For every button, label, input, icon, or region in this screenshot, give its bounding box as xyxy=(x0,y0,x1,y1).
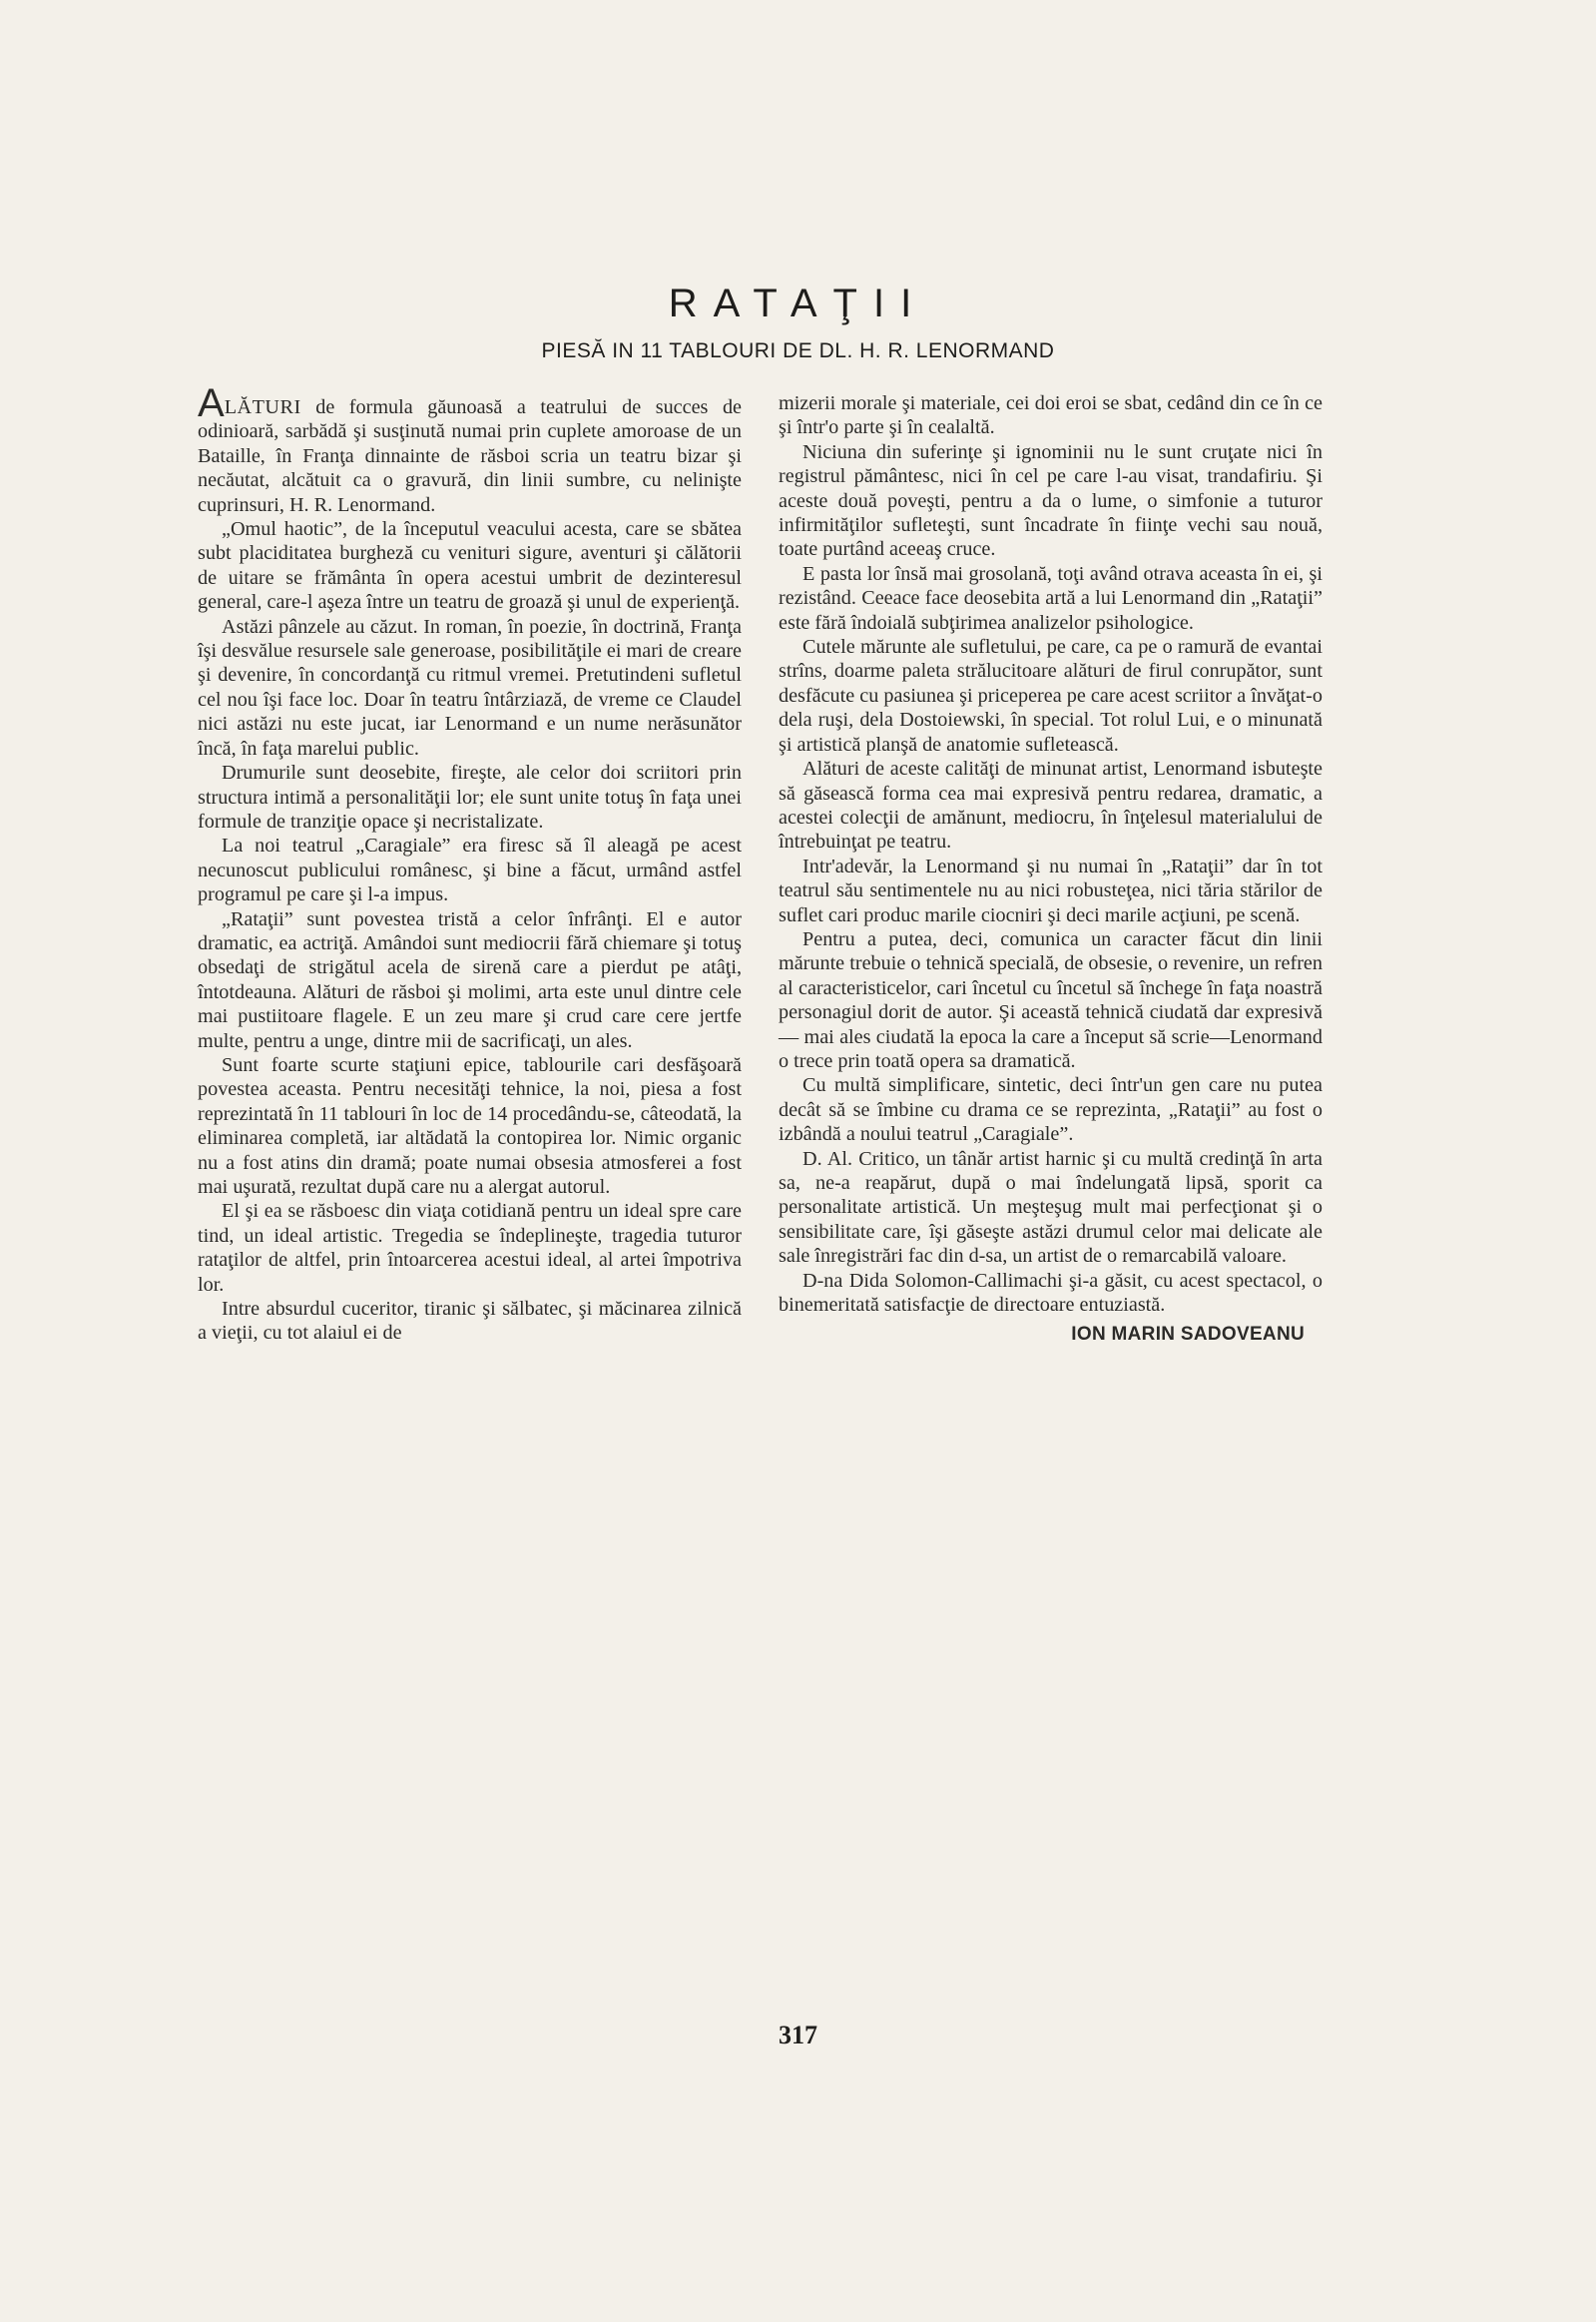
paragraph: Intre absurdul cuceritor, tiranic şi sălbatec, şi măcinarea zilnică a vieţii, cu tot alaiul ei de xyxy=(198,1298,742,1345)
paragraph: „Omul haotic”, de la începutul veacului acesta, care se sbătea subt placiditatea burgheză cu venituri sigure, aventuri şi călătorii de uitare se frământa în opera acestui umbrit de dezinteresul general, care-l aşeza între un teatru de groază şi unul de experienţă. xyxy=(198,518,742,614)
paragraph: Cu multă simplificare, sintetic, deci într'un gen care nu putea decât să se îmbine cu drama ce se reprezinta, „Rataţii” au fost o izbândă a noului teatrul „Caragiale”. xyxy=(779,1074,1323,1146)
paragraph: D. Al. Critico, un tânăr artist harnic şi cu multă credinţă în arta sa, ne-a reapărut, după o mai îndelungată lipsă, sporit ca personalitate artistică. Un meşteşug mult mai perfecţionat şi o sensibilitate care, îşi găseşte astăzi drumul celor mai delicate ale sale înregistrări fac din d-sa, un artist de o remarcabilă valoare. xyxy=(779,1147,1323,1268)
article-title: RATAŢII xyxy=(668,282,928,325)
paragraph: El şi ea se răsboesc din viaţa cotidiană pentru un ideal spre care tind, un ideal artistic. Tregedia se îndeplineşte, tragedia tuturor rataţilor de altfel, prin întoarcerea acestui ideal, al artei împotriva lor. xyxy=(198,1200,742,1296)
paragraph: E pasta lor însă mai grosolană, toţi având otrava aceasta în ei, şi rezistând. Ceeace face deosebita artă a lui Lenormand din „Rataţii” este fără îndoială subţirimea analizelor psihologice. xyxy=(779,562,1323,634)
paragraph: Cutele mărunte ale sufletului, pe care, ca pe o ramură de evantai strîns, doarme paleta strălucitoare alături de firul conrupător, sunt desfăcute cu pasiunea şi priceperea pe care acest scriitor a învăţat-o dela ruşi, dela Dostoiewski, în special. Tot rolul Lui, e o minunată şi artistică planşă de anatomie sufletească. xyxy=(779,636,1323,756)
paragraph: La noi teatrul „Caragiale” era firesc să îl aleagă pe acest necunoscut publicului românesc, şi bine a făcut, urmând astfel programul pe care şi l-a impus. xyxy=(198,835,742,906)
left-column xyxy=(198,381,742,1346)
paragraph: D-na Dida Solomon-Callimachi şi-a găsit, cu acest spectacol, o binemeritată satisfacţie de directoare entuziastă. xyxy=(779,1269,1323,1317)
paragraph: Drumurile sunt deosebite, fireşte, ale celor doi scriitori prin structura intimă a personalităţii lor; ele sunt unite totuş în faţa unei formule de tranziţie opace şi necristalizate. xyxy=(198,762,742,833)
paragraph: Intr'adevăr, la Lenormand şi nu numai în „Rataţii” dar în tot teatrul său sentimentele nu au nici robusteţea, nici tăria stărilor de suflet cari produc marile ciocniri şi deci marile acţiuni, pe scenă. xyxy=(779,855,1323,926)
paragraph: Astăzi pânzele au căzut. In roman, în poezie, în doctrină, Franţa îşi desvălue resursele sale generoase, posibilităţile ei mari de creare şi devenire, în concordanţă cu ritmul vremei. Pretutindeni sufletul cel nou îşi face loc. Doar în teatru întârziază, de vreme ce Claudel nici astăzi nu este jucat, iar Lenormand e un nume nerăsunător încă, în faţa marelui public. xyxy=(198,615,742,760)
paragraph-text: de formula găunoasă a teatrului de succes de odinioară, sarbădă şi susţinută numai prin cuplete amoroase de un Bataille, în Franţa dinnainte de răsboi scria un teatru bizar şi necăutat, alcătuit ca o gravură, din linii sumbre, cu nelinişte cuprinsuri, H. R. Lenormand. xyxy=(198,396,742,516)
paragraph: „Rataţii” sunt povestea tristă a celor înfrânţi. El e autor dramatic, ea actriţă. Amândoi sunt mediocrii fără chiemare şi totuş obsedaţi de strigătul acela de sirenă care a pierdut pe atâţi, întotdeauna. Alături de răsboi şi molimi, arta este unul dintre cele mai pustiitoare flagele. E un zeu mare şi crud care cere jertfe multe, pentru a unge, dintre mii de sacrificaţi, un ales. xyxy=(198,907,742,1052)
paragraph: mizerii morale şi materiale, cei doi eroi se sbat, cedând din ce în ce şi într'o parte şi în cealaltă. xyxy=(779,392,1323,439)
first-word: LĂTURI xyxy=(224,396,301,418)
paragraph xyxy=(198,381,742,517)
paragraph: Alături de aceste calităţi de minunat artist, Lenormand isbuteşte să găsească forma cea mai expresivă pentru redarea, dramatic, a acestei colecţii de amănunt, mediocru, în înţelesul materialului de întrebuinţat pe teatru. xyxy=(779,758,1323,854)
drop-cap: A xyxy=(198,381,225,425)
paragraph: Niciuna din suferinţe şi ignominii nu le sunt cruţate nici în registrul pământesc, nici în cel pe care l-au visat, trandafiriu. Şi aceste două poveşti, pentru a da o lume, o simfonie a tuturor infirmităţilor sufleteşti, sunt încadrate în fiinţe vechi sau nouă, toate purtând aceeaş cruce. xyxy=(779,440,1323,561)
paragraph: Pentru a putea, deci, comunica un caracter făcut din linii mărunte trebuie o tehnică specială, de obsesie, o revenire, un refren al caracteristicelor, cari încetul cu încetul să închege în faţa noastră personagiul dorit de autor. Şi această tehnică ciudată dar expresivă — mai ales ciudată la epoca la care a început să scrie—Lenormand o trece prin toată opera sa dramatică. xyxy=(779,927,1323,1072)
article-subtitle: PIESĂ IN 11 TABLOURI DE DL. H. R. LENORMAND xyxy=(541,339,1055,362)
page-number: 317 xyxy=(779,2021,817,2049)
right-column xyxy=(779,391,1323,1348)
paragraph: Sunt foarte scurte staţiuni epice, tablourile cari desfăşoară povestea aceasta. Pentru necesităţi tehnice, la noi, piesa a fost reprezintată în 11 tablouri în loc de 14 procedându-se, câteodată, la eliminarea completă, iar altădată la contopirea lor. Nimic organic nu a fost atins din dramă; poate numai obsesia atmosferei a fost mai uşurată, rezultat după care nu a alergat autorul. xyxy=(198,1053,742,1198)
author-signature: ION MARIN SADOVEANU xyxy=(1071,1324,1305,1346)
